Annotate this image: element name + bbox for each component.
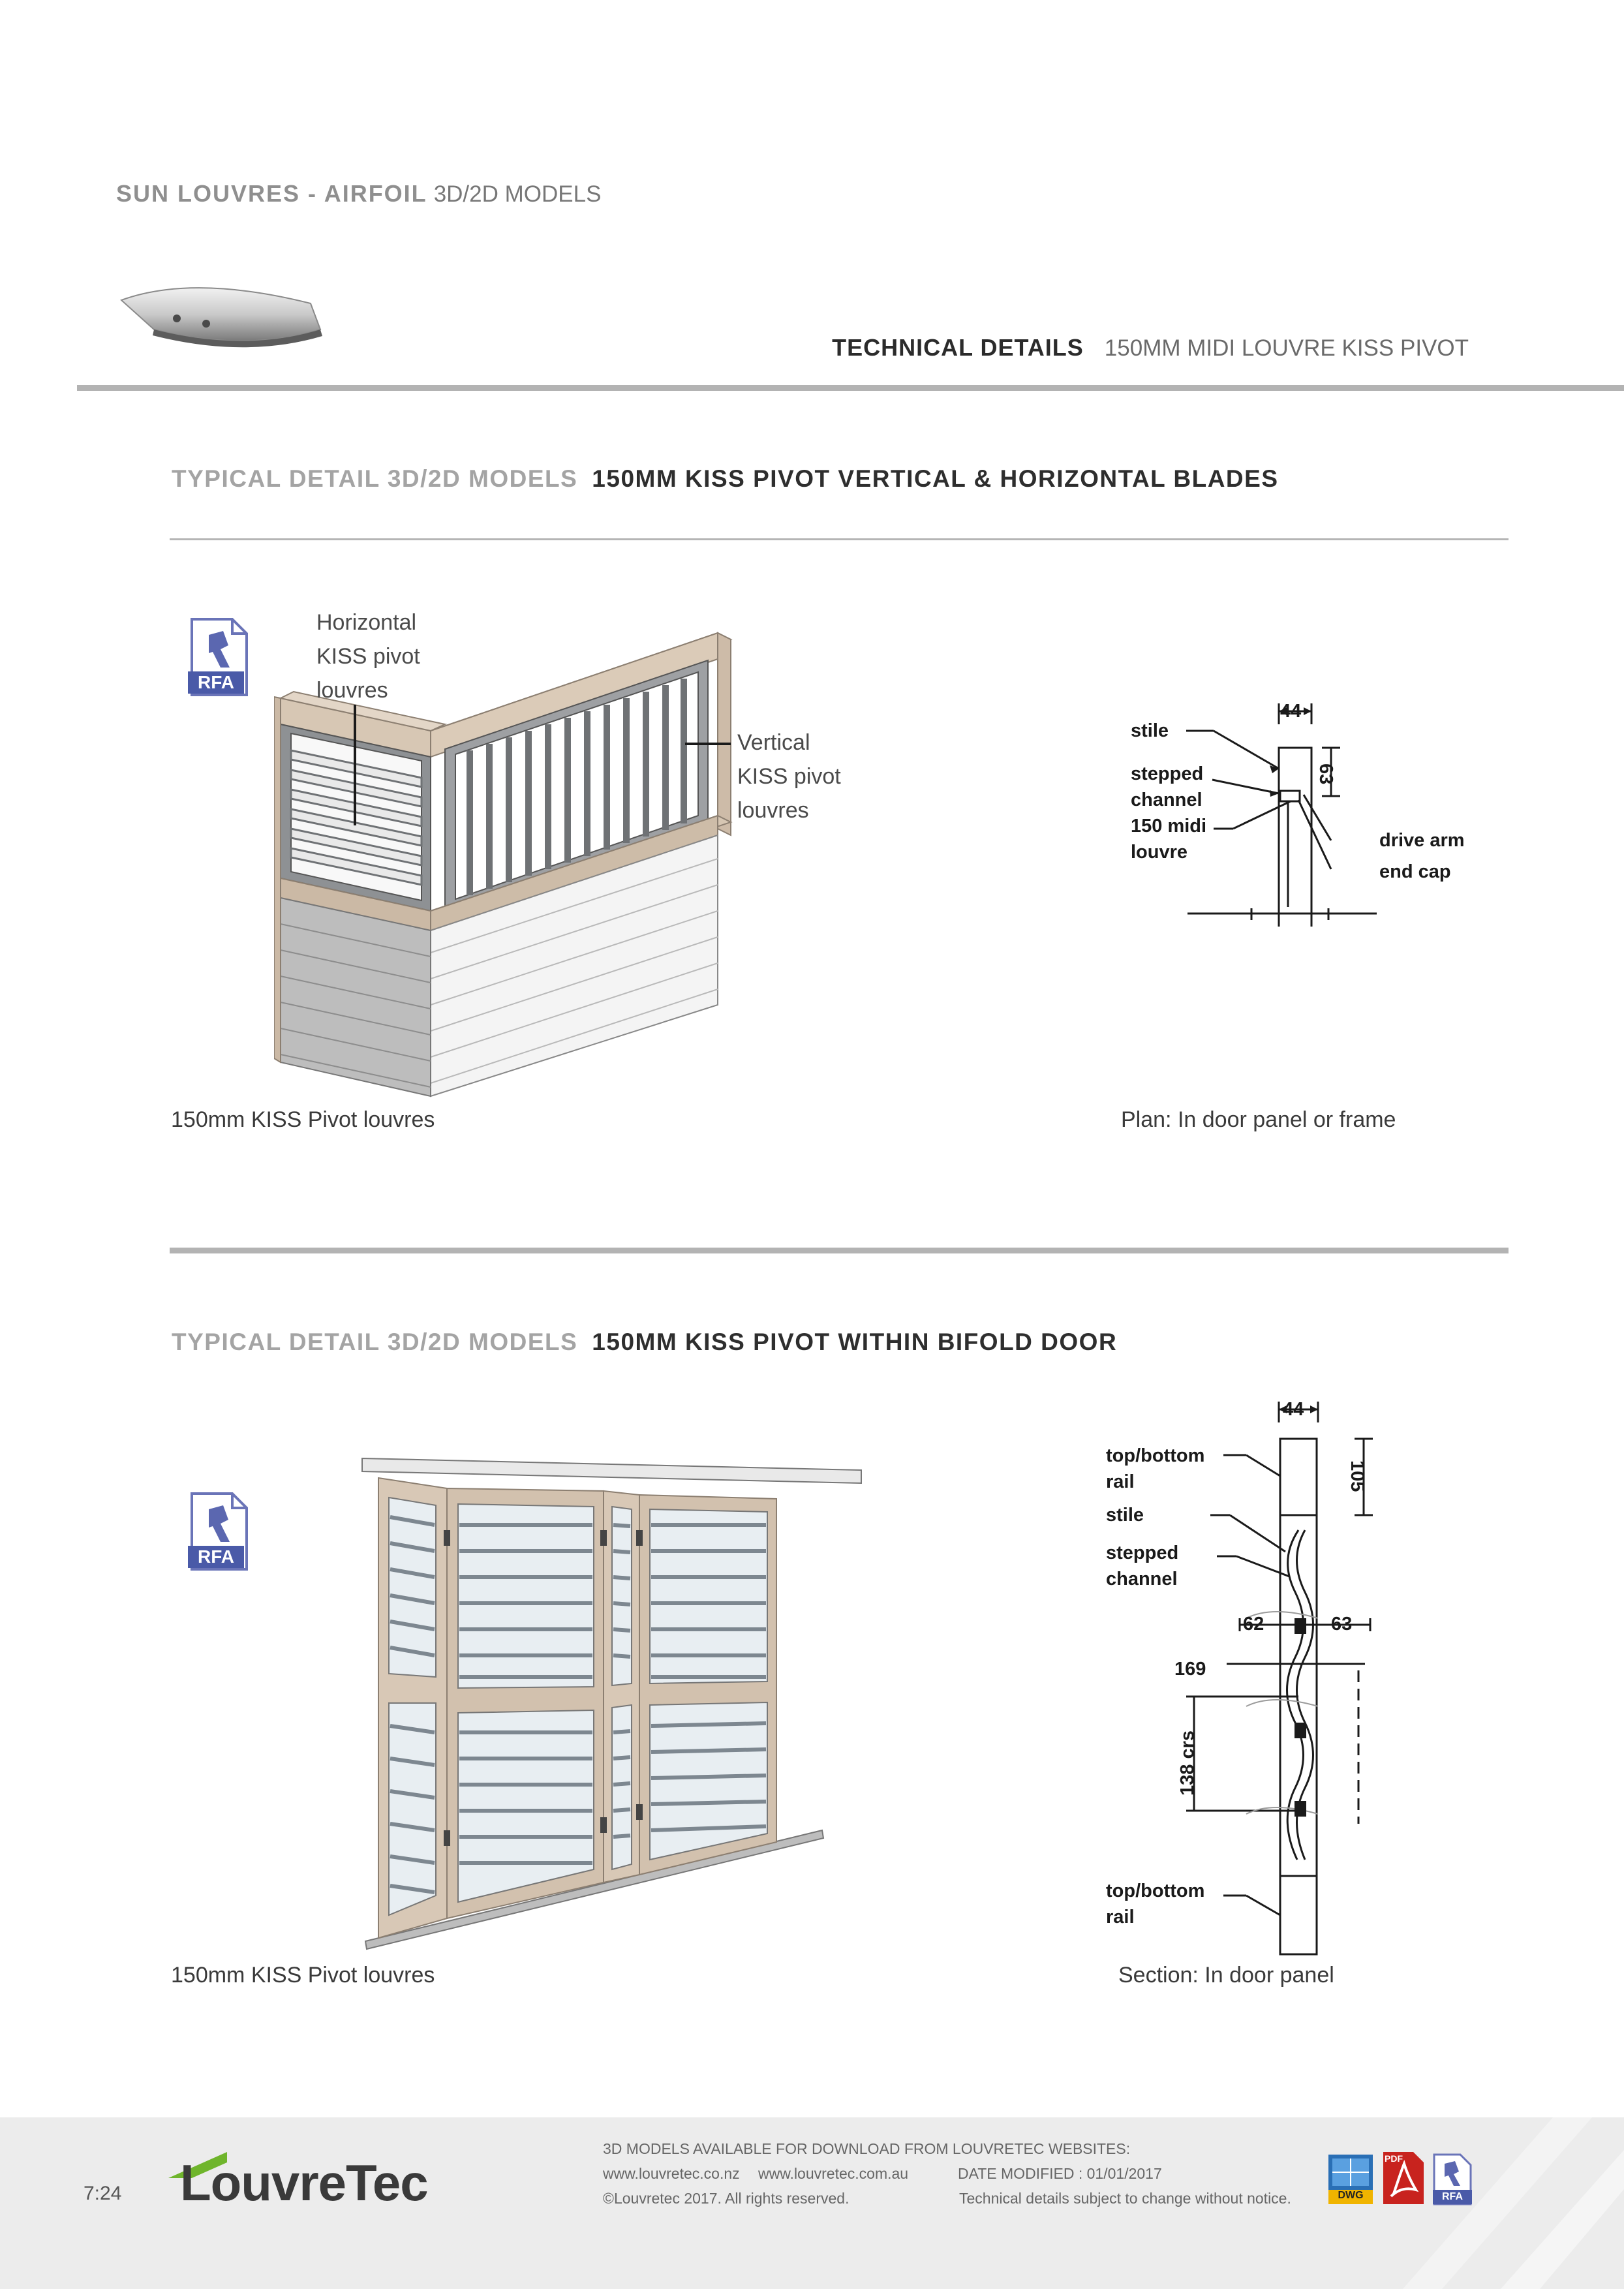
- section-dim-crs: 138 crs: [1177, 1730, 1198, 1796]
- header-divider: [77, 385, 1624, 391]
- plan-dim-width: 44: [1280, 701, 1302, 722]
- series-title-bold: SUN LOUVRES - AIRFOIL: [116, 180, 427, 207]
- rfa-footer-icon[interactable]: [1433, 2153, 1472, 2205]
- footer-copyright: ©Louvretec 2017. All rights reserved.: [603, 2190, 850, 2207]
- section2-caption-right: Section: In door panel: [1118, 1963, 1334, 1988]
- airfoil-blade-image: [115, 274, 330, 359]
- section-label-top-rail: top/bottom rail: [1106, 1445, 1205, 1492]
- louvretec-logo[interactable]: LouvreTec: [180, 2154, 428, 2211]
- section1-title-gray: TYPICAL DETAIL 3D/2D MODELS: [172, 465, 578, 492]
- rfa-file-icon[interactable]: [189, 1491, 249, 1572]
- rfa-footer-icon-label: RFA: [1433, 2190, 1472, 2204]
- footer-website-nz[interactable]: www.louvretec.co.nz: [603, 2165, 740, 2182]
- section-label-channel: stepped channel: [1106, 1543, 1179, 1590]
- rfa-badge-label: RFA: [188, 671, 244, 694]
- plan-labels-left: stile stepped channel 150 midi louvre: [1131, 720, 1207, 863]
- tech-title-bold: TECHNICAL DETAILS: [832, 334, 1084, 361]
- technical-details-title: [832, 334, 1469, 361]
- rfa-badge-label: RFA: [188, 1546, 244, 1568]
- section-dim-left: 62: [1243, 1614, 1264, 1635]
- series-title-normal: 3D/2D MODELS: [433, 181, 602, 207]
- dwg-icon-label: DWG: [1338, 2190, 1364, 2201]
- label-horizontal-louvres: Horizontal KISS pivot louvres: [316, 610, 420, 703]
- section-label-stile: stile: [1106, 1505, 1144, 1526]
- bifold-door-3d-drawing: [352, 1452, 874, 1974]
- section-dim-width: 44: [1283, 1399, 1304, 1420]
- series-title: [116, 180, 601, 207]
- section-dim-rail: 105: [1347, 1460, 1368, 1492]
- plan-labels-right: drive arm end cap: [1379, 830, 1465, 882]
- footer-date-modified: DATE MODIFIED : 01/01/2017: [958, 2165, 1162, 2182]
- rfa-file-icon[interactable]: [189, 617, 249, 698]
- page-number: 7:24: [84, 2183, 122, 2204]
- pdf-file-icon[interactable]: [1382, 2151, 1425, 2205]
- section1-title-dark: 150MM KISS PIVOT VERTICAL & HORIZONTAL BLADES: [592, 465, 1279, 492]
- section2-title: [172, 1329, 1117, 1356]
- label-vertical-louvres: Vertical KISS pivot louvres: [737, 730, 841, 823]
- section-divider: [170, 1248, 1509, 1253]
- section-dim-right: 63: [1331, 1614, 1353, 1635]
- dwg-file-icon[interactable]: [1327, 2153, 1374, 2205]
- section2-caption-left: 150mm KISS Pivot louvres: [171, 1963, 435, 1988]
- section1-divider: [170, 538, 1509, 540]
- section1-title: [172, 465, 1279, 493]
- pdf-icon-label: PDF: [1385, 2153, 1403, 2164]
- section1-caption-left: 150mm KISS Pivot louvres: [171, 1107, 435, 1132]
- section-dim-total: 169: [1174, 1659, 1206, 1680]
- tech-title-normal: 150MM MIDI LOUVRE KISS PIVOT: [1104, 335, 1469, 361]
- footer-disclaimer: Technical details subject to change without notice.: [959, 2190, 1291, 2207]
- footer-website-au[interactable]: www.louvretec.com.au: [758, 2165, 909, 2182]
- footer-download-line: 3D MODELS AVAILABLE FOR DOWNLOAD FROM LOUVRETEC WEBSITES:: [603, 2140, 1131, 2157]
- plan-dim-depth: 63: [1315, 763, 1336, 785]
- section-label-bottom-rail: top/bottom rail: [1106, 1881, 1205, 1928]
- section2-title-gray: TYPICAL DETAIL 3D/2D MODELS: [172, 1329, 578, 1355]
- section2-title-dark: 150MM KISS PIVOT WITHIN BIFOLD DOOR: [592, 1329, 1118, 1355]
- section1-caption-right: Plan: In door panel or frame: [1121, 1107, 1396, 1132]
